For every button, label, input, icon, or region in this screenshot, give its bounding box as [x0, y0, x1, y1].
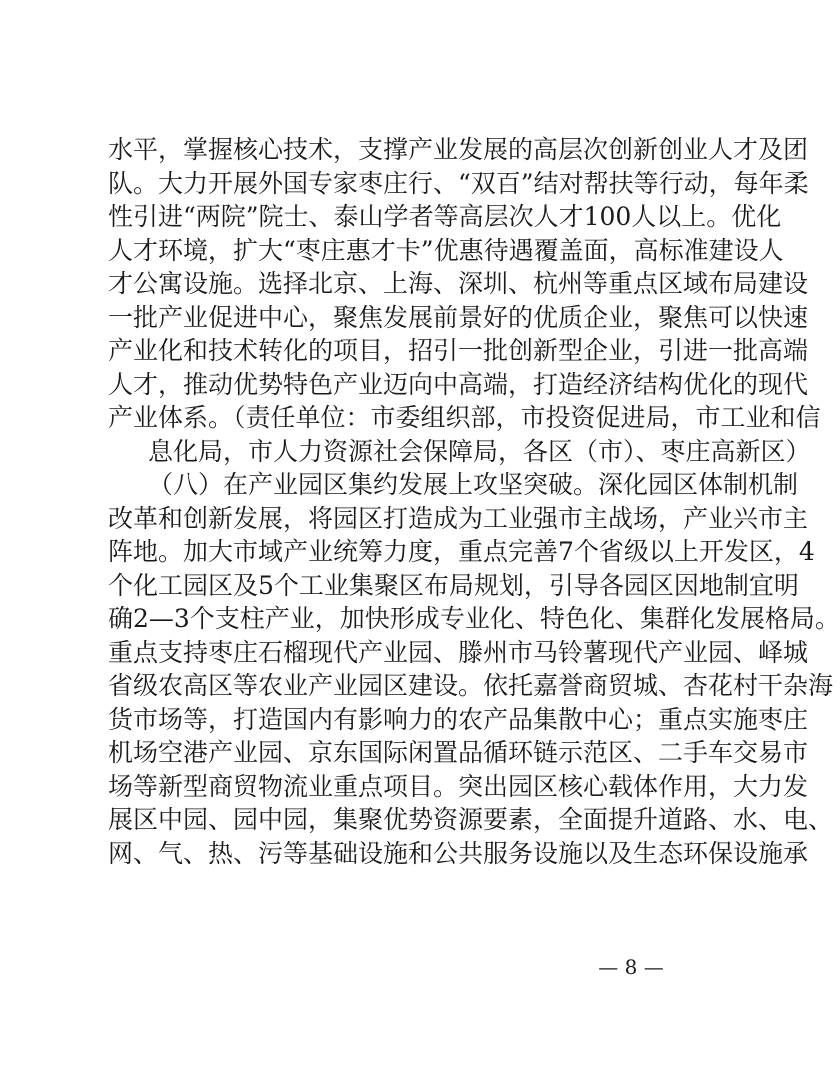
text-line: 展区中园、园中园，集聚优势资源要素，全面提升道路、水、电、	[108, 805, 834, 834]
text-line: 一批产业促进中心，聚焦发展前景好的优质企业，聚焦可以快速	[108, 302, 809, 332]
text-line: 场等新型商贸物流业重点项目。突出园区核心载体作用，大力发	[108, 771, 809, 801]
section-heading-8: （八）在产业园区集约发展上攻坚突破。深化园区体制机制	[148, 470, 799, 499]
text-line: 产业体系。（责任单位：市委组织部，市投资促进局，市工业和信	[108, 403, 821, 432]
text-line: 性引进“两院”院士、泰山学者等高层次人才100人以上。优化	[108, 202, 782, 231]
text-line: 才公寓设施。选择北京、上海、深圳、杭州等重点区域布局建设	[108, 269, 809, 298]
text-line: 人才，推动优势特色产业迈向中高端，打造经济结构优化的现代	[108, 369, 809, 399]
text-line: 人才环境，扩大“枣庄惠才卡”优惠待遇覆盖面，高标准建设人	[108, 235, 784, 265]
page-number: — 8 —	[598, 955, 664, 979]
text-line: 机场空港产业园、京东国际闲置品循环链示范区、二手车交易市	[108, 738, 809, 767]
text-line: 阵地。加大市域产业统筹力度，重点完善7个省级以上开发区，4	[108, 537, 815, 566]
text-line: 个化工园区及5个工业集聚区布局规划，引导各园区因地制宜明	[108, 570, 799, 600]
text-line-responsibility: 息化局，市人力资源社会保障局，各区（市）、枣庄高新区）	[148, 436, 811, 466]
text-line: 货市场等，打造国内有影响力的农产品集散中心；重点实施枣庄	[108, 704, 809, 734]
text-line: 队。大力开展外国专家枣庄行、“双百”结对帮扶等行动，每年柔	[108, 168, 809, 198]
text-line: 网、气、热、污等基础设施和公共服务设施以及生态环保设施承	[108, 838, 809, 868]
text-line: 省级农高区等农业产业园区建设。依托嘉誉商贸城、杏花村干杂海	[108, 671, 834, 700]
text-line: 水平，掌握核心技术，支撑产业发展的高层次创新创业人才及团	[108, 135, 809, 164]
text-line: 产业化和技术转化的项目，招引一批创新型企业，引进一批高端	[108, 336, 809, 365]
text-line: 重点支持枣庄石榴现代产业园、滕州市马铃薯现代产业园、峄城	[108, 637, 809, 667]
body-text	[108, 133, 840, 870]
text-line: 改革和创新发展，将园区打造成为工业强市主战场，产业兴市主	[108, 503, 809, 533]
text-line: 确2—3个支柱产业，加快形成专业化、特色化、集群化发展格局。	[108, 604, 840, 633]
